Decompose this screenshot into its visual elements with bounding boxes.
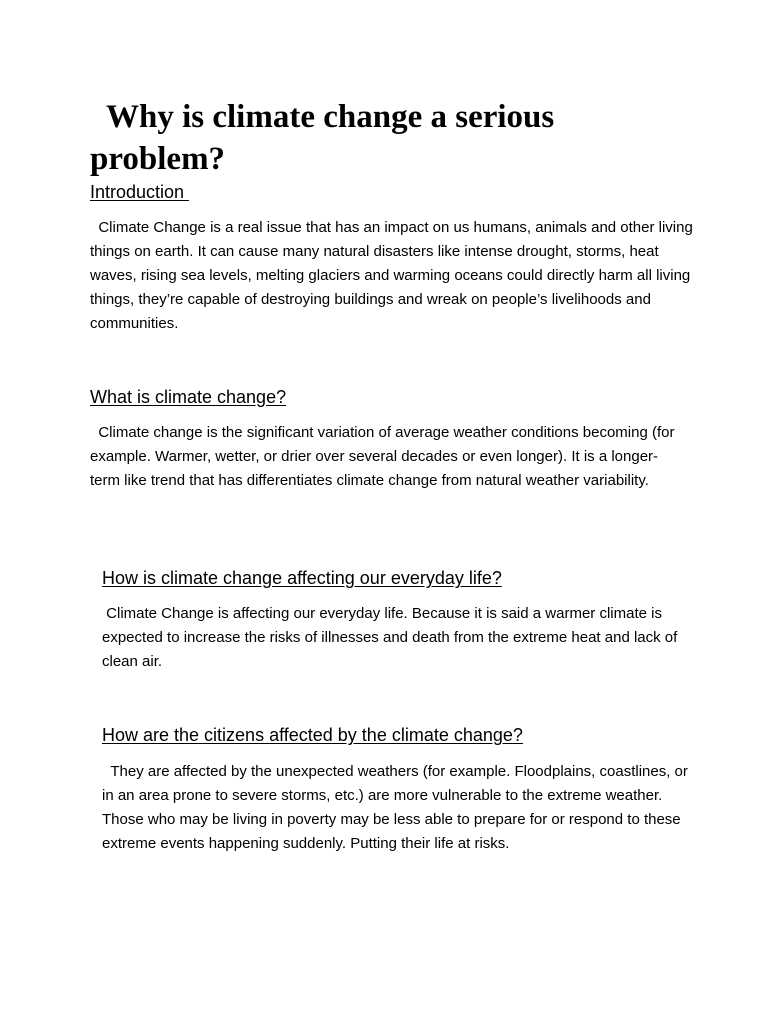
section-heading-what-is-climate-change: What is climate change? <box>90 387 287 407</box>
section-body-everyday-life: Climate Change is affecting our everyday life. Because it is said a warmer climate is expected to increase the risks of illnesses and death from the extreme heat and lack of clean air. <box>102 605 682 670</box>
section-body-citizens-affected: They are affected by the unexpected weathers (for example. Floodplains, coastlines, or in an area prone to severe storms, etc.) are more vulnerable to the extreme weather. Those who may be living in poverty may be less able to prepare for or respond to these extreme events happening suddenly. Putting their life at risks. <box>102 763 693 852</box>
section-heading-citizens-affected: How are the citizens affected by the climate change? <box>102 725 523 745</box>
section-body-what-is-climate-change: Climate change is the significant variation of average weather conditions becoming (for example. Warmer, wetter, or drier over several decades or even longer). It is a longer-term like trend that has differentiates climate change from natural weather variability. <box>90 424 679 489</box>
section-heading-everyday-life: How is climate change affecting our everyday life? <box>102 568 502 588</box>
section-body-introduction: Climate Change is a real issue that has an impact on us humans, animals and other living things on earth. It can cause many natural disasters like intense drought, storms, heat waves, rising sea levels, melting glaciers and warming oceans could directly harm all living things, they’re capable of destroying buildings and wreak on people’s livelihoods and communities. <box>90 219 698 332</box>
section-heading-introduction: Introduction <box>90 182 190 202</box>
page-title: Why is climate change a serious problem? <box>90 99 555 177</box>
